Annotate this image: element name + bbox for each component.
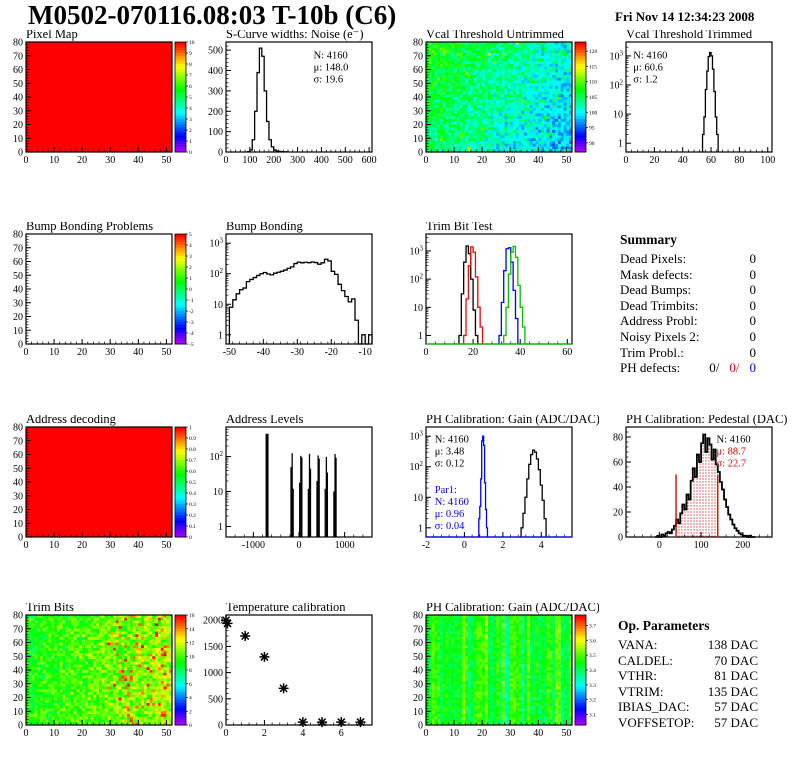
summary-item-value: 0 xyxy=(749,313,756,329)
svg-text:-40: -40 xyxy=(256,347,271,358)
svg-text:σ: 0.04: σ: 0.04 xyxy=(434,521,465,533)
svg-text:40: 40 xyxy=(133,540,144,551)
svg-text:60: 60 xyxy=(13,257,23,268)
summary-item-label: Noisy Pixels 2: xyxy=(620,328,700,344)
svg-text:0.9: 0.9 xyxy=(189,436,196,442)
svg-text:-4: -4 xyxy=(189,331,194,337)
svg-text:40: 40 xyxy=(13,477,23,489)
plot-bump-bonding-problems xyxy=(0,222,199,377)
op-parameters-item xyxy=(618,699,758,715)
svg-text:80: 80 xyxy=(13,422,23,434)
svg-text:40: 40 xyxy=(677,155,688,166)
svg-text:120: 120 xyxy=(589,49,598,56)
svg-text:9: 9 xyxy=(189,51,192,57)
svg-text:40: 40 xyxy=(13,92,23,104)
svg-text:80: 80 xyxy=(734,155,745,166)
svg-text:7: 7 xyxy=(189,73,192,79)
svg-text:N: 4160: N: 4160 xyxy=(434,497,469,509)
svg-text:50: 50 xyxy=(13,463,23,475)
svg-text:0: 0 xyxy=(189,150,192,156)
svg-text:100: 100 xyxy=(208,127,223,139)
svg-text:3: 3 xyxy=(189,254,192,260)
op-parameters-item xyxy=(618,653,758,669)
svg-text:30: 30 xyxy=(13,106,23,118)
svg-text:0: 0 xyxy=(296,540,302,551)
op-parameters-item xyxy=(618,668,758,684)
summary-item xyxy=(620,267,756,283)
op-parameters-item-value: 70 DAC xyxy=(714,652,758,668)
op-parameters-item-value: 57 DAC xyxy=(714,714,758,730)
summary-item-value: 0 xyxy=(749,344,756,360)
svg-text:400: 400 xyxy=(208,66,223,78)
svg-text:-2: -2 xyxy=(189,309,194,315)
plot-title-vcal-untrimmed: Vcal Threshold Untrimmed xyxy=(426,30,564,41)
svg-text:70: 70 xyxy=(13,436,23,448)
svg-text:0.5: 0.5 xyxy=(189,480,196,486)
svg-text:8: 8 xyxy=(189,62,192,68)
svg-text:100: 100 xyxy=(760,155,776,166)
svg-text:20: 20 xyxy=(13,120,23,131)
svg-text:30: 30 xyxy=(505,155,516,166)
svg-text:1000: 1000 xyxy=(334,540,355,551)
svg-text:3: 3 xyxy=(189,117,192,123)
op-parameters-item-label: VTHR: xyxy=(618,668,657,684)
svg-text:30: 30 xyxy=(13,491,23,503)
svg-text:200: 200 xyxy=(266,155,282,166)
plot-title-trim-bits: Trim Bits xyxy=(26,603,74,614)
svg-text:80: 80 xyxy=(13,37,23,49)
svg-text:40: 40 xyxy=(613,482,623,494)
svg-text:0: 0 xyxy=(189,287,192,293)
svg-text:-1: -1 xyxy=(189,298,194,304)
svg-text:μ: 88.7: μ: 88.7 xyxy=(716,446,747,458)
svg-text:50: 50 xyxy=(161,347,172,358)
op-parameters-item-value: 135 DAC xyxy=(707,683,758,699)
svg-text:500: 500 xyxy=(208,45,223,57)
plot-title-ph-calibration-pedestal: PH Calibration: Pedestal (DAC) xyxy=(626,415,788,426)
svg-text:10: 10 xyxy=(413,302,423,314)
plot-title-bump-bonding: Bump Bonding xyxy=(226,222,303,233)
svg-text:10: 10 xyxy=(49,347,60,358)
plot-title-bump-bonding-problems: Bump Bonding Problems xyxy=(26,222,154,233)
summary-ph-defects xyxy=(620,360,756,376)
plot-vcal-trimmed xyxy=(600,30,796,185)
plot-vcal-untrimmed xyxy=(400,30,599,185)
svg-text:μ: 148.0: μ: 148.0 xyxy=(313,62,349,74)
svg-text:103: $10^3$ xyxy=(409,244,423,258)
svg-text:μ: 3.48: μ: 3.48 xyxy=(434,446,465,458)
svg-text:0.7: 0.7 xyxy=(189,458,196,464)
svg-text:1: 1 xyxy=(618,138,623,150)
svg-text:0: 0 xyxy=(418,147,423,159)
svg-text:103: $10^3$ xyxy=(409,429,423,443)
svg-text:50: 50 xyxy=(13,270,23,282)
svg-text:-30: -30 xyxy=(290,347,304,358)
svg-text:10: 10 xyxy=(13,325,23,337)
svg-text:70: 70 xyxy=(413,51,423,63)
svg-text:500: 500 xyxy=(337,155,353,166)
svg-text:N: 4160: N: 4160 xyxy=(633,50,668,62)
svg-text:50: 50 xyxy=(161,540,172,551)
summary-item-label: Mask defects: xyxy=(620,266,693,282)
svg-text:103: $10^3$ xyxy=(609,49,623,63)
plot-bump-bonding xyxy=(200,222,399,377)
svg-text:110: 110 xyxy=(589,79,598,86)
svg-text:40: 40 xyxy=(533,155,544,166)
svg-text:80: 80 xyxy=(13,229,23,241)
svg-text:2: 2 xyxy=(189,265,192,271)
svg-text:4: 4 xyxy=(538,540,544,551)
svg-text:100: 100 xyxy=(589,110,598,117)
svg-text:40: 40 xyxy=(515,347,526,358)
svg-text:20: 20 xyxy=(613,507,623,519)
svg-text:20: 20 xyxy=(477,155,488,166)
svg-text:2: 2 xyxy=(189,128,192,134)
svg-text:20: 20 xyxy=(468,347,479,358)
op-parameters-item-label: VOFFSETOP: xyxy=(618,714,695,730)
svg-text:0: 0 xyxy=(23,155,29,166)
svg-text:50: 50 xyxy=(413,78,423,90)
svg-text:20: 20 xyxy=(77,155,88,166)
summary-panel xyxy=(620,232,756,376)
plot-address-levels xyxy=(200,415,399,570)
summary-item-value: 0 xyxy=(749,251,756,266)
svg-text:10: 10 xyxy=(213,299,223,311)
op-parameters-item-label: VANA: xyxy=(618,637,658,652)
svg-text:102: $10^2$ xyxy=(409,460,423,474)
op-parameters-item xyxy=(618,637,758,653)
svg-text:40: 40 xyxy=(13,284,23,296)
svg-text:4: 4 xyxy=(189,106,192,112)
svg-text:100: 100 xyxy=(242,155,258,166)
op-parameters-panel xyxy=(618,618,758,731)
svg-text:50: 50 xyxy=(13,78,23,90)
svg-text:5: 5 xyxy=(189,232,192,238)
svg-text:60: 60 xyxy=(413,65,423,76)
svg-text:1: 1 xyxy=(189,276,192,282)
svg-text:0: 0 xyxy=(18,339,23,351)
timestamp: Fri Nov 14 12:34:23 2008 xyxy=(615,9,755,24)
svg-text:50: 50 xyxy=(561,155,572,166)
svg-text:20: 20 xyxy=(13,505,23,516)
summary-item-value: 0 xyxy=(749,328,756,344)
summary-ph-defects-label: PH defects: xyxy=(620,360,681,376)
svg-text:-3: -3 xyxy=(189,320,194,326)
svg-text:30: 30 xyxy=(105,347,116,358)
svg-text:80: 80 xyxy=(613,432,623,444)
svg-text:103: $10^3$ xyxy=(209,236,223,250)
svg-text:60: 60 xyxy=(13,65,23,76)
svg-text:10: 10 xyxy=(449,155,460,166)
svg-text:0: 0 xyxy=(656,540,662,551)
svg-text:60: 60 xyxy=(562,347,573,358)
svg-text:1: 1 xyxy=(418,523,423,535)
svg-text:400: 400 xyxy=(313,155,329,166)
summary-item-label: Address Probl: xyxy=(620,313,698,329)
svg-text:-10: -10 xyxy=(358,347,372,358)
svg-text:0: 0 xyxy=(223,155,229,166)
svg-text:1: 1 xyxy=(218,330,223,342)
svg-text:-5: -5 xyxy=(189,342,194,348)
svg-text:0.4: 0.4 xyxy=(189,491,196,497)
svg-text:102: $10^2$ xyxy=(609,78,623,92)
svg-text:105: 105 xyxy=(589,95,598,101)
svg-text:0.8: 0.8 xyxy=(189,447,196,453)
svg-text:30: 30 xyxy=(13,298,23,310)
svg-text:0: 0 xyxy=(618,532,623,544)
svg-text:σ: 22.7: σ: 22.7 xyxy=(716,458,747,470)
summary-item xyxy=(620,329,756,345)
svg-text:1: 1 xyxy=(218,521,223,533)
svg-text:30: 30 xyxy=(105,155,116,166)
svg-text:60: 60 xyxy=(706,155,717,166)
plot-title-vcal-trimmed: Vcal Threshold Trimmed xyxy=(626,30,753,41)
svg-text:102: $10^2$ xyxy=(209,450,223,464)
plot-temperature-calibration xyxy=(200,603,399,758)
plot-trim-bits xyxy=(0,603,199,758)
svg-text:2: 2 xyxy=(500,540,506,551)
svg-text:0: 0 xyxy=(18,532,23,544)
svg-text:-1000: -1000 xyxy=(241,540,266,551)
svg-text:10: 10 xyxy=(413,133,423,145)
svg-text:σ: 0.12: σ: 0.12 xyxy=(434,458,465,470)
svg-text:σ: 19.6: σ: 19.6 xyxy=(313,74,344,86)
svg-text:102: $10^2$ xyxy=(209,267,223,281)
svg-text:N: 4160: N: 4160 xyxy=(313,50,348,62)
svg-text:10: 10 xyxy=(213,487,223,499)
svg-text:200: 200 xyxy=(735,540,751,551)
summary-item-label: Dead Bumps: xyxy=(620,282,692,298)
plot-title-scurve-noise: S-Curve widths: Noise (e⁻) xyxy=(226,30,364,41)
svg-text:0.2: 0.2 xyxy=(189,513,196,519)
svg-text:300: 300 xyxy=(290,155,306,166)
op-parameters-item xyxy=(618,684,758,700)
svg-text:60: 60 xyxy=(613,457,623,469)
svg-text:40: 40 xyxy=(133,347,144,358)
svg-text:N: 4160: N: 4160 xyxy=(716,434,751,446)
svg-text:0: 0 xyxy=(623,155,629,166)
svg-text:μ: 0.96: μ: 0.96 xyxy=(434,509,465,521)
svg-text:115: 115 xyxy=(589,64,598,71)
svg-text:σ: 1.2: σ: 1.2 xyxy=(633,74,658,86)
plot-pixel-map xyxy=(0,30,199,185)
svg-text:1: 1 xyxy=(189,139,192,145)
svg-text:20: 20 xyxy=(77,347,88,358)
summary-ph-defects-value: 0/ xyxy=(709,360,720,376)
svg-text:10: 10 xyxy=(49,540,60,551)
svg-text:40: 40 xyxy=(413,92,423,104)
svg-text:10: 10 xyxy=(613,109,623,121)
summary-item xyxy=(620,313,756,329)
svg-text:60: 60 xyxy=(13,450,23,461)
svg-text:0.3: 0.3 xyxy=(189,502,196,508)
svg-text:0: 0 xyxy=(423,347,429,358)
svg-text:10: 10 xyxy=(413,492,423,504)
svg-text:0: 0 xyxy=(23,347,29,358)
summary-item-label: Trim Probl.: xyxy=(620,344,684,360)
svg-text:0: 0 xyxy=(423,155,429,166)
op-parameters-title: Op. Parameters xyxy=(618,618,710,633)
svg-text:20: 20 xyxy=(649,155,660,166)
svg-text:4: 4 xyxy=(189,243,192,249)
svg-text:102: $10^2$ xyxy=(409,272,423,286)
summary-item xyxy=(620,345,756,361)
svg-text:5: 5 xyxy=(189,95,192,101)
svg-text:20: 20 xyxy=(77,540,88,551)
plot-ph-calibration-pedestal xyxy=(600,415,796,570)
plot-ph-calibration-gain-map xyxy=(400,603,599,758)
svg-text:0.1: 0.1 xyxy=(189,524,196,530)
plot-title-ph-calibration-gain-hist: PH Calibration: Gain (ADC/DAC) xyxy=(426,415,599,426)
plot-title-ph-calibration-gain-map: PH Calibration: Gain (ADC/DAC) xyxy=(426,603,599,614)
svg-text:95: 95 xyxy=(589,125,595,132)
svg-text:30: 30 xyxy=(105,540,116,551)
op-parameters-item-label: IBIAS_DAC: xyxy=(618,699,690,715)
svg-text:50: 50 xyxy=(161,155,172,166)
summary-item-label: Dead Pixels: xyxy=(620,251,687,266)
svg-text:300: 300 xyxy=(208,86,223,98)
svg-text:600: 600 xyxy=(361,155,377,166)
svg-text:10: 10 xyxy=(13,133,23,145)
svg-text:80: 80 xyxy=(413,37,423,49)
svg-text:90: 90 xyxy=(589,140,595,147)
svg-text:-50: -50 xyxy=(222,347,237,358)
svg-text:70: 70 xyxy=(13,243,23,255)
plot-title-temperature-calibration: Temperature calibration xyxy=(226,603,346,614)
svg-text:0: 0 xyxy=(23,540,29,551)
plot-title-trim-bit-test: Trim Bit Test xyxy=(426,222,493,233)
summary-item-value: 0 xyxy=(749,266,756,282)
svg-text:1: 1 xyxy=(418,331,423,343)
plot-address-decoding xyxy=(0,415,199,570)
svg-text:6: 6 xyxy=(189,84,192,90)
svg-text:μ: 60.6: μ: 60.6 xyxy=(633,62,663,74)
svg-text:70: 70 xyxy=(13,51,23,63)
svg-text:1: 1 xyxy=(189,425,192,431)
svg-text:-20: -20 xyxy=(324,347,338,358)
page-title: M0502-070116.08:03 T-10b (C6) xyxy=(28,0,397,30)
svg-text:Par1:: Par1: xyxy=(434,485,457,497)
summary-ph-defects-value: 0 xyxy=(749,360,756,376)
summary-item xyxy=(620,298,756,314)
summary-ph-defects-value: 0/ xyxy=(729,360,740,376)
summary-item-value: 0 xyxy=(749,297,756,313)
summary-item xyxy=(620,251,756,267)
svg-text:0: 0 xyxy=(218,147,223,159)
summary-item xyxy=(620,282,756,298)
plot-title-address-levels: Address Levels xyxy=(226,415,304,426)
svg-text:10: 10 xyxy=(13,518,23,530)
svg-text:10: 10 xyxy=(189,40,195,46)
svg-text:0.6: 0.6 xyxy=(189,469,196,475)
plot-trim-bit-test xyxy=(400,222,599,377)
plot-title-pixel-map: Pixel Map xyxy=(26,30,78,41)
op-parameters-item-value: 81 DAC xyxy=(714,668,758,684)
svg-text:30: 30 xyxy=(413,106,423,118)
summary-ph-defects-values xyxy=(699,360,756,376)
plot-scurve-noise xyxy=(200,30,399,185)
op-parameters-item-value: 138 DAC xyxy=(707,637,758,652)
svg-text:0: 0 xyxy=(18,147,23,159)
svg-text:0: 0 xyxy=(189,535,192,541)
svg-text:40: 40 xyxy=(133,155,144,166)
plot-title-address-decoding: Address decoding xyxy=(26,415,116,426)
svg-text:20: 20 xyxy=(13,312,23,323)
svg-text:200: 200 xyxy=(208,106,223,118)
plot-ph-calibration-gain-hist xyxy=(400,415,599,570)
summary-item-value: 0 xyxy=(749,282,756,298)
op-parameters-item-label: CALDEL: xyxy=(618,652,673,668)
svg-text:-2: -2 xyxy=(421,540,431,551)
summary-item-label: Dead Trimbits: xyxy=(620,297,699,313)
svg-text:20: 20 xyxy=(413,120,423,131)
op-parameters-item-value: 57 DAC xyxy=(714,699,758,715)
svg-text:100: 100 xyxy=(693,540,709,551)
svg-text:N: 4160: N: 4160 xyxy=(434,434,469,446)
op-parameters-item-label: VTRIM: xyxy=(618,683,664,699)
op-parameters-item xyxy=(618,715,758,731)
svg-text:0: 0 xyxy=(461,540,467,551)
svg-text:10: 10 xyxy=(49,155,60,166)
summary-title: Summary xyxy=(620,232,677,247)
